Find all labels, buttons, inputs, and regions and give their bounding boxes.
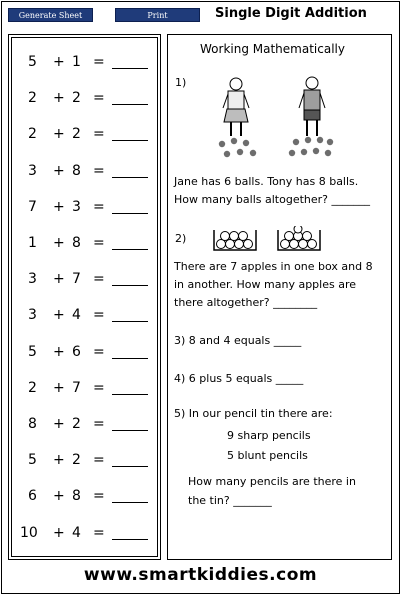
sum-addend-a: 1	[28, 235, 37, 251]
sum-addend-a: 3	[28, 162, 37, 179]
sum-addend-a: 5	[28, 343, 37, 360]
sum-addend-a: 5	[28, 452, 37, 469]
apple-boxes-illustration	[212, 226, 322, 254]
sum-equals-sign: =	[93, 488, 105, 505]
answer-blank	[112, 177, 148, 178]
sum-addend-b: 4	[72, 524, 81, 541]
sum-plus-sign: +	[53, 524, 65, 541]
question-5-line-3: 5 blunt pencils	[227, 449, 308, 462]
question-5-line-5: the tin? _______	[188, 494, 272, 507]
sum-row	[20, 235, 155, 253]
answer-blank	[112, 466, 148, 467]
sum-equals-sign: =	[93, 54, 105, 70]
sum-row	[20, 90, 155, 108]
sum-plus-sign: +	[53, 379, 65, 396]
answer-blank	[112, 285, 148, 286]
sum-addend-a: 2	[28, 90, 37, 107]
sum-addend-b: 8	[72, 162, 81, 179]
sum-row	[20, 416, 155, 434]
sum-addend-b: 4	[72, 307, 81, 324]
sum-addend-a: 10	[20, 524, 38, 541]
sum-equals-sign: =	[93, 524, 105, 541]
question-5-line-1: 5) In our pencil tin there are:	[174, 407, 333, 420]
sum-equals-sign: =	[93, 90, 105, 107]
sum-addend-b: 2	[72, 126, 81, 143]
sum-addend-a: 3	[28, 307, 37, 324]
question-5-line-4: How many pencils are there in	[188, 475, 356, 488]
question-2-line-1: There are 7 apples in one box and 8	[174, 260, 373, 273]
sum-equals-sign: =	[93, 379, 105, 396]
sum-addend-b: 7	[72, 379, 81, 396]
sum-addend-b: 2	[72, 452, 81, 469]
sum-row	[20, 380, 155, 398]
sum-addend-b: 2	[72, 416, 81, 432]
sum-equals-sign: =	[93, 343, 105, 360]
sum-equals-sign: =	[93, 235, 105, 251]
sum-addend-b: 7	[72, 271, 81, 288]
girl-illustration	[210, 74, 262, 164]
question-2-number: 2)	[175, 232, 187, 245]
sum-plus-sign: +	[53, 54, 65, 70]
answer-blank	[112, 249, 148, 250]
sum-plus-sign: +	[53, 90, 65, 107]
sum-addend-a: 6	[28, 488, 37, 505]
sum-equals-sign: =	[93, 452, 105, 469]
sum-addend-a: 3	[28, 271, 37, 288]
answer-blank	[112, 321, 148, 322]
sum-row	[20, 54, 155, 72]
question-5-line-2: 9 sharp pencils	[227, 429, 311, 442]
answer-blank	[112, 358, 148, 359]
sum-plus-sign: +	[53, 198, 65, 215]
print-button[interactable]: Print	[115, 8, 200, 22]
sum-plus-sign: +	[53, 162, 65, 179]
sum-equals-sign: =	[93, 126, 105, 143]
question-4: 4) 6 plus 5 equals _____	[174, 372, 304, 385]
answer-blank	[112, 104, 148, 105]
sum-row	[20, 199, 155, 217]
sum-row	[20, 307, 155, 325]
sum-row	[20, 525, 155, 543]
question-2-line-3: there altogether? ________	[174, 296, 318, 309]
answer-blank	[112, 394, 148, 395]
sum-row	[20, 271, 155, 289]
sum-addend-a: 2	[28, 126, 37, 143]
sum-row	[20, 126, 155, 144]
question-1-line-1: Jane has 6 balls. Tony has 8 balls.	[174, 175, 359, 188]
working-heading: Working Mathematically	[200, 42, 345, 56]
sum-equals-sign: =	[93, 162, 105, 179]
question-1-number: 1)	[175, 76, 187, 89]
boy-illustration	[282, 74, 340, 164]
sum-addend-b: 8	[72, 235, 81, 251]
answer-blank	[112, 502, 148, 503]
sum-plus-sign: +	[53, 126, 65, 143]
sum-addend-b: 3	[72, 198, 81, 215]
sum-row	[20, 163, 155, 181]
apple-box-2	[278, 226, 320, 250]
sum-row	[20, 452, 155, 470]
sum-addend-b: 1	[72, 54, 81, 70]
sum-plus-sign: +	[53, 452, 65, 469]
sum-equals-sign: =	[93, 416, 105, 432]
sheet-title: Single Digit Addition	[215, 6, 367, 21]
sum-addend-b: 6	[72, 343, 81, 360]
sum-equals-sign: =	[93, 198, 105, 215]
sum-addend-a: 7	[28, 198, 37, 215]
sum-addend-a: 8	[28, 416, 37, 432]
sum-plus-sign: +	[53, 307, 65, 324]
answer-blank	[112, 539, 148, 540]
sum-plus-sign: +	[53, 488, 65, 505]
sum-row	[20, 488, 155, 506]
sum-equals-sign: =	[93, 307, 105, 324]
sum-plus-sign: +	[53, 235, 65, 251]
sum-addend-b: 2	[72, 90, 81, 107]
sum-plus-sign: +	[53, 271, 65, 288]
answer-blank	[112, 213, 148, 214]
answer-blank	[112, 430, 148, 431]
sums-panel-inner	[11, 37, 158, 557]
answer-blank	[112, 68, 148, 69]
sum-equals-sign: =	[93, 271, 105, 288]
question-3: 3) 8 and 4 equals _____	[174, 334, 302, 347]
sum-plus-sign: +	[53, 343, 65, 360]
sum-addend-a: 5	[28, 54, 37, 70]
footer-url: www.smartkiddies.com	[83, 565, 318, 585]
question-2-line-2: in another. How many apples are	[174, 278, 356, 291]
apple-box-1	[214, 230, 256, 250]
answer-blank	[112, 140, 148, 141]
generate-sheet-button[interactable]: Generate Sheet	[8, 8, 93, 22]
sum-addend-a: 2	[28, 379, 37, 396]
sum-plus-sign: +	[53, 416, 65, 432]
sum-row	[20, 344, 155, 362]
question-1-line-2: How many balls altogether? _______	[174, 193, 370, 206]
sum-addend-b: 8	[72, 488, 81, 505]
